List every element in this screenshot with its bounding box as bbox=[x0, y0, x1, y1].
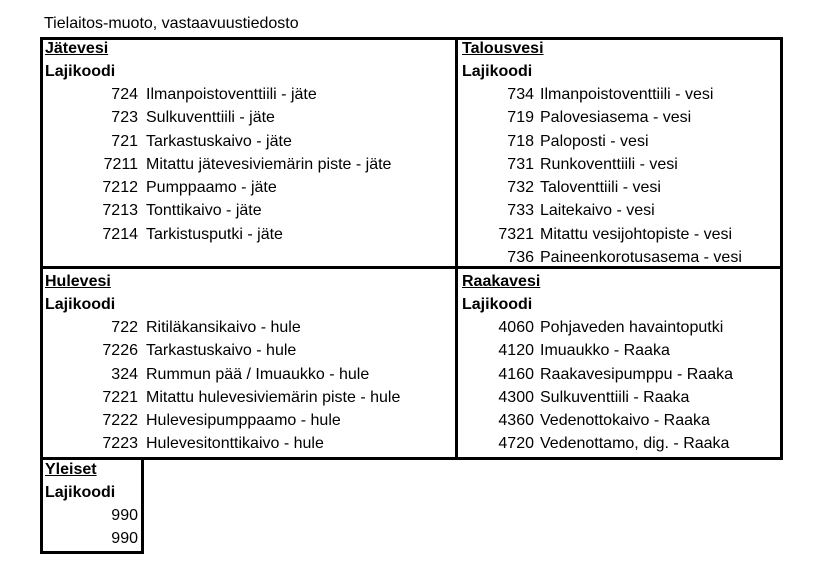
code-list bbox=[45, 506, 140, 553]
lajikoodi-description: Vedenottokaivo - Raaka bbox=[540, 412, 710, 430]
code-row bbox=[45, 201, 450, 224]
lajikoodi-description: Pohjaveden havaintoputki bbox=[540, 319, 724, 336]
code-row bbox=[462, 411, 780, 434]
section-title: Raakavesi bbox=[462, 273, 541, 290]
code-row bbox=[45, 411, 450, 434]
code-row bbox=[45, 506, 140, 529]
lajikoodi-description: Taloventtiili - vesi bbox=[540, 179, 661, 197]
code-row bbox=[462, 201, 780, 224]
section-subheading: Lajikoodi bbox=[45, 63, 116, 80]
lajikoodi-value: 7222 bbox=[102, 412, 138, 430]
lajikoodi-description: Tarkastuskaivo - hule bbox=[146, 342, 297, 360]
lajikoodi-value: 4300 bbox=[498, 388, 534, 406]
code-row bbox=[45, 155, 450, 178]
lajikoodi-value: 734 bbox=[507, 86, 534, 103]
column-divider bbox=[455, 37, 458, 460]
lajikoodi-description: Pumppaamo - jäte bbox=[146, 179, 277, 197]
lajikoodi-value: 722 bbox=[111, 319, 138, 336]
lajikoodi-description: Mitattu jätevesiviemärin piste - jäte bbox=[146, 155, 392, 173]
code-row bbox=[45, 529, 140, 552]
code-row bbox=[45, 318, 450, 341]
code-row bbox=[462, 388, 780, 411]
code-row bbox=[462, 132, 780, 155]
lajikoodi-value: 723 bbox=[111, 109, 138, 127]
code-row bbox=[462, 434, 780, 457]
lajikoodi-value: 7226 bbox=[102, 342, 138, 360]
lajikoodi-value: 733 bbox=[507, 202, 534, 220]
code-row bbox=[462, 108, 780, 131]
section-title: Jätevesi bbox=[45, 40, 109, 57]
section-title: Hulevesi bbox=[45, 273, 111, 290]
lajikoodi-description: Hulevesitonttikaivo - hule bbox=[146, 435, 324, 453]
lajikoodi-description: Laitekaivo - vesi bbox=[540, 202, 655, 220]
section-subheading: Lajikoodi bbox=[45, 484, 116, 501]
lajikoodi-value: 4360 bbox=[498, 412, 534, 430]
lajikoodi-value: 719 bbox=[507, 109, 534, 127]
lajikoodi-description: Hulevesipumppaamo - hule bbox=[146, 412, 341, 430]
lajikoodi-value: 7211 bbox=[103, 155, 138, 173]
lajikoodi-description: Ritiläkansikaivo - hule bbox=[146, 319, 301, 336]
lajikoodi-value: 731 bbox=[507, 155, 534, 173]
lajikoodi-description: Ilmanpoistoventtiili - vesi bbox=[540, 86, 714, 103]
lajikoodi-description: Mitattu hulevesiviemärin piste - hule bbox=[146, 388, 401, 406]
code-row bbox=[462, 85, 780, 108]
lajikoodi-description: Sulkuventtiili - Raaka bbox=[540, 388, 690, 406]
lajikoodi-description: Mitattu vesijohtopiste - vesi bbox=[540, 225, 733, 243]
lajikoodi-value: 732 bbox=[507, 179, 534, 197]
lajikoodi-value: 4060 bbox=[498, 319, 534, 336]
code-row bbox=[462, 178, 780, 201]
lajikoodi-value: 4160 bbox=[498, 365, 534, 383]
code-row bbox=[45, 132, 450, 155]
lajikoodi-description: Imuaukko - Raaka bbox=[540, 342, 670, 360]
section-hulevesi bbox=[45, 272, 450, 458]
lajikoodi-description: Ilmanpoistoventtiili - jäte bbox=[146, 86, 317, 103]
lajikoodi-description: Paineenkorotusasema - vesi bbox=[540, 249, 742, 267]
lajikoodi-description: Tonttikaivo - jäte bbox=[146, 202, 262, 220]
lajikoodi-value: 7212 bbox=[102, 179, 138, 197]
code-list bbox=[45, 318, 450, 458]
code-list bbox=[462, 318, 780, 458]
code-row bbox=[45, 85, 450, 108]
lajikoodi-description: Raakavesipumppu - Raaka bbox=[540, 365, 733, 383]
code-row bbox=[462, 318, 780, 341]
code-row bbox=[462, 248, 780, 271]
code-row bbox=[462, 365, 780, 388]
lajikoodi-value: 990 bbox=[111, 507, 138, 524]
lajikoodi-value: 718 bbox=[507, 132, 534, 150]
lajikoodi-value: 7213 bbox=[102, 202, 138, 220]
code-row bbox=[45, 341, 450, 364]
lajikoodi-description: Tarkistusputki - jäte bbox=[146, 225, 283, 243]
code-row bbox=[462, 225, 780, 248]
lajikoodi-value: 7321 bbox=[498, 225, 534, 243]
code-row bbox=[45, 365, 450, 388]
section-raakavesi bbox=[462, 272, 780, 458]
lajikoodi-value: 7223 bbox=[102, 435, 138, 453]
code-list bbox=[45, 85, 450, 248]
section-subheading: Lajikoodi bbox=[462, 63, 533, 80]
section-subheading: Lajikoodi bbox=[462, 296, 533, 313]
lajikoodi-description: Tarkastuskaivo - jäte bbox=[146, 132, 292, 150]
lajikoodi-value: 4720 bbox=[498, 435, 534, 453]
lajikoodi-description: Runkoventtiili - vesi bbox=[540, 155, 678, 173]
lajikoodi-value: 7221 bbox=[102, 388, 138, 406]
lajikoodi-value: 721 bbox=[111, 132, 138, 150]
section-title: Yleiset bbox=[45, 461, 97, 478]
lajikoodi-value: 324 bbox=[111, 365, 138, 383]
lajikoodi-description: Rummun pää / Imuaukko - hule bbox=[146, 365, 370, 383]
lajikoodi-value: 7214 bbox=[102, 225, 138, 243]
lajikoodi-value: 4120 bbox=[498, 342, 534, 360]
code-row bbox=[45, 434, 450, 457]
section-subheading: Lajikoodi bbox=[45, 296, 116, 313]
section-yleiset bbox=[45, 460, 140, 553]
lajikoodi-description: Vedenottamo, dig. - Raaka bbox=[540, 435, 730, 453]
code-row bbox=[45, 178, 450, 201]
code-list bbox=[462, 85, 780, 271]
lajikoodi-description: Paloposti - vesi bbox=[540, 132, 649, 150]
code-row bbox=[45, 108, 450, 131]
section-talousvesi bbox=[462, 39, 780, 271]
section-jatevesi bbox=[45, 39, 450, 248]
lajikoodi-value: 990 bbox=[111, 530, 138, 548]
code-row bbox=[462, 155, 780, 178]
lajikoodi-description: Palovesiasema - vesi bbox=[540, 109, 692, 127]
code-row bbox=[45, 388, 450, 411]
code-row bbox=[45, 225, 450, 248]
lajikoodi-value: 724 bbox=[111, 86, 138, 103]
document-title: Tielaitos-muoto, vastaavuustiedosto bbox=[44, 15, 299, 32]
lajikoodi-description: Sulkuventtiili - jäte bbox=[146, 109, 275, 127]
section-title: Talousvesi bbox=[462, 40, 544, 57]
code-row bbox=[462, 341, 780, 364]
lajikoodi-value: 736 bbox=[507, 249, 534, 267]
